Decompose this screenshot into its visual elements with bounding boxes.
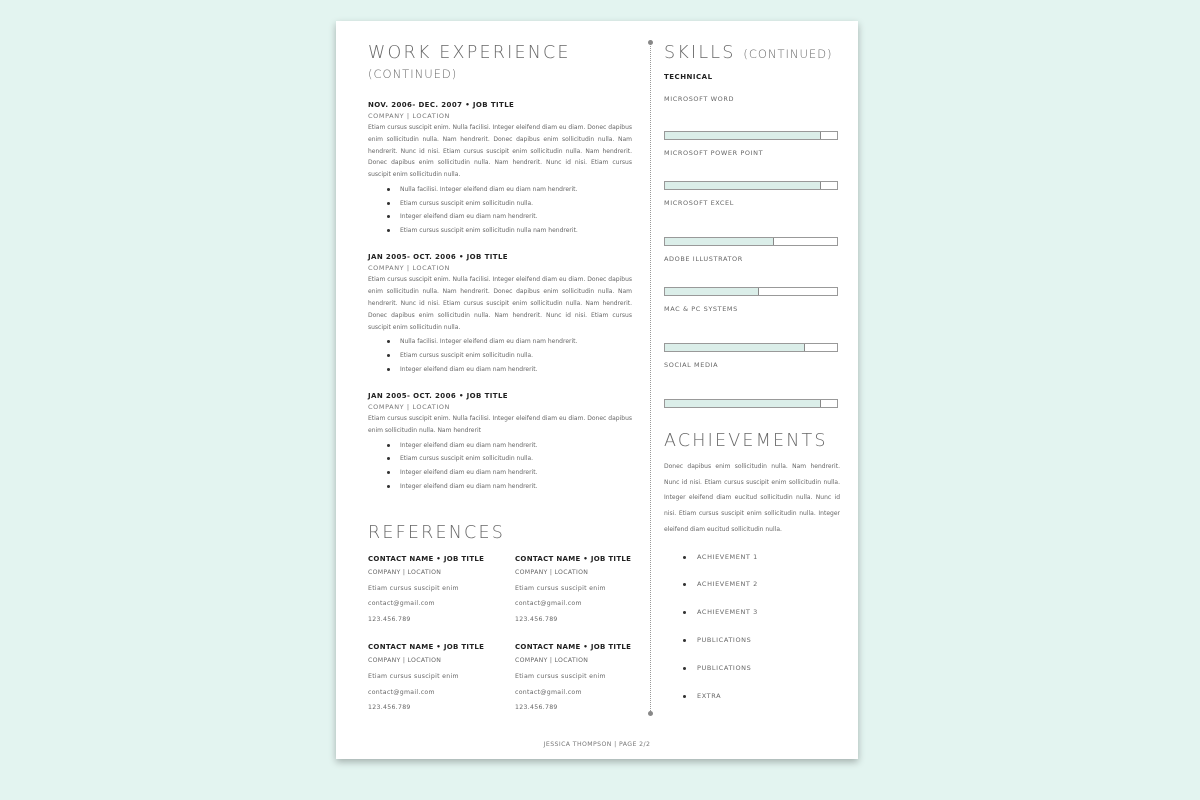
reference-name: CONTACT NAME • JOB TITLE	[515, 555, 632, 564]
job-description: Etiam cursus suscipit enim. Nulla facilisi. Integer eleifend diam eu diam. Donec dapibus enim sollicitudin nulla. Nam hendrerit. Donec dapibus enim sollicitudin nulla. Nam hendrerit. Nunc id nisi. Etiam cursus suscipit enim sollicitudin nulla. Nam hendrerit. Donec dapibus enim sollicitudin nulla. Nam hendrerit. Nunc id nisi. Etiam cursus suscipit enim sollicitudin nulla.	[368, 124, 632, 179]
achievement-item: PUBLICATIONS	[697, 627, 840, 655]
job-entry	[368, 101, 632, 237]
reference-company: COMPANY | LOCATION	[515, 657, 589, 665]
achievement-item: ACHIEVEMENT 1	[697, 544, 840, 572]
reference-phone: 123.456.789	[515, 704, 558, 712]
job-bullets	[368, 335, 632, 376]
skill-bar-fill	[665, 132, 821, 139]
skill-bar-fill	[665, 182, 821, 189]
reference-email: contact@gmail.com	[515, 600, 582, 608]
divider-dot-bottom	[648, 711, 653, 716]
job-entry	[368, 392, 632, 493]
job-entry	[368, 253, 632, 376]
skill-bar	[664, 237, 838, 246]
divider-dot-top	[648, 40, 653, 45]
achievements-text: Donec dapibus enim sollicitudin nulla. Nam hendrerit. Nunc id nisi. Etiam cursus suscipit enim sollicitudin nulla. Integer eleifend diam eucitud sollicitudin nulla. Nunc id nisi. Etiam cursus suscipit enim sollicitudin nulla. Integer eleifend diam eucitud sollicitudin nulla.	[664, 463, 840, 533]
skill-bar	[664, 131, 838, 140]
skill-name: MAC & PC SYSTEMS	[664, 305, 738, 313]
skill-name: ADOBE ILLUSTRATOR	[664, 255, 743, 263]
job-bullet: Etiam cursus suscipit enim sollicitudin nulla nam hendrerit.	[400, 224, 632, 238]
job-description: Etiam cursus suscipit enim. Nulla facilisi. Integer eleifend diam eu diam. Donec dapibus enim sollicitudin nulla. Nam hendrerit. Donec dapibus enim sollicitudin nulla. Nam hendrerit. Nunc id nisi. Etiam cursus suscipit enim sollicitudin nulla. Nam hendrerit. Donec dapibus enim sollicitudin nulla. Nam hendrerit. Nunc id nisi. Etiam cursus suscipit enim sollicitudin nulla.	[368, 276, 632, 331]
skill-bar	[664, 287, 838, 296]
job-title: JAN 2005- OCT. 2006 • JOB TITLE	[368, 253, 508, 262]
skills-list	[664, 95, 840, 417]
skill-name: SOCIAL MEDIA	[664, 361, 719, 369]
reference-name: CONTACT NAME • JOB TITLE	[368, 643, 485, 652]
reference-phone: 123.456.789	[515, 615, 558, 623]
reference-email: contact@gmail.com	[368, 600, 435, 608]
job-company: COMPANY | LOCATION	[368, 112, 451, 120]
reference-note: Etiam cursus suscipit enim	[368, 584, 459, 592]
job-bullets	[368, 183, 632, 237]
reference-email: contact@gmail.com	[515, 688, 582, 696]
reference-name: CONTACT NAME • JOB TITLE	[368, 555, 485, 564]
skill-name: MICROSOFT POWER POINT	[664, 149, 764, 157]
right-column	[664, 43, 840, 710]
job-bullet: Nulla facilisi. Integer eleifend diam eu diam nam hendrerit.	[400, 183, 632, 197]
skill-item	[664, 255, 840, 305]
skill-item	[664, 361, 840, 417]
reference-company: COMPANY | LOCATION	[368, 657, 442, 665]
reference-email: contact@gmail.com	[368, 688, 435, 696]
skills-heading	[664, 43, 840, 63]
skills-title: SKILLS	[664, 43, 736, 63]
reference-name: CONTACT NAME • JOB TITLE	[515, 643, 632, 652]
reference-phone: 123.456.789	[368, 615, 411, 623]
achievement-item: ACHIEVEMENT 2	[697, 571, 840, 599]
skill-bar	[664, 181, 838, 190]
job-bullet: Integer eleifend diam eu diam nam hendrerit.	[400, 480, 632, 494]
skill-bar-fill	[665, 288, 759, 295]
skill-bar-fill	[665, 238, 774, 245]
job-company: COMPANY | LOCATION	[368, 403, 451, 412]
reference-note: Etiam cursus suscipit enim	[515, 673, 606, 681]
job-bullet: Integer eleifend diam eu diam nam hendrerit.	[400, 363, 632, 377]
work-experience-title: WORK EXPERIENCE	[368, 43, 571, 63]
skill-item	[664, 305, 840, 361]
job-company: COMPANY | LOCATION	[368, 264, 451, 273]
achievements-heading: ACHIEVEMENTS	[664, 431, 828, 451]
skills-subtitle: TECHNICAL	[664, 73, 713, 81]
skill-item	[664, 95, 840, 149]
reference-card	[368, 553, 515, 627]
achievement-item: EXTRA	[697, 683, 840, 711]
job-bullet: Etiam cursus suscipit enim sollicitudin nulla.	[400, 452, 632, 466]
column-divider	[650, 42, 651, 713]
achievement-item: ACHIEVEMENT 3	[697, 599, 840, 627]
job-bullets	[368, 439, 632, 493]
reference-card	[515, 641, 633, 715]
job-bullet: Integer eleifend diam eu diam nam hendrerit.	[400, 466, 632, 480]
reference-phone: 123.456.789	[368, 704, 411, 712]
job-bullet: Etiam cursus suscipit enim sollicitudin nulla.	[400, 197, 632, 211]
skill-item	[664, 149, 840, 199]
job-bullet: Integer eleifend diam eu diam nam hendrerit.	[400, 439, 632, 453]
skill-name: MICROSOFT EXCEL	[664, 199, 734, 207]
reference-card	[368, 641, 515, 715]
achievements-list	[664, 544, 840, 711]
job-bullet: Nulla facilisi. Integer eleifend diam eu diam nam hendrerit.	[400, 335, 632, 349]
reference-company: COMPANY | LOCATION	[515, 569, 589, 577]
job-title: NOV. 2006- DEC. 2007 • JOB TITLE	[368, 101, 515, 109]
resume-page	[336, 21, 858, 759]
skill-bar-fill	[665, 344, 805, 351]
skill-item	[664, 199, 840, 255]
reference-note: Etiam cursus suscipit enim	[368, 673, 459, 681]
job-bullet: Etiam cursus suscipit enim sollicitudin nulla.	[400, 349, 632, 363]
skill-bar-fill	[665, 400, 821, 407]
job-description: Etiam cursus suscipit enim. Nulla facilisi. Integer eleifend diam eu diam. Donec dapibus enim sollicitudin nulla. Nam hendrerit	[368, 415, 632, 434]
references-grid	[368, 553, 632, 716]
reference-note: Etiam cursus suscipit enim	[515, 584, 606, 592]
work-experience-continued: (CONTINUED)	[368, 67, 458, 81]
page-footer: JESSICA THOMPSON | PAGE 2/2	[543, 741, 651, 748]
skills-continued: (CONTINUED)	[743, 47, 833, 61]
skill-bar	[664, 343, 838, 352]
reference-card	[515, 553, 633, 627]
job-title: JAN 2005- OCT. 2006 • JOB TITLE	[368, 392, 508, 401]
skill-bar	[664, 399, 838, 408]
work-experience-heading	[368, 43, 632, 83]
job-bullet: Integer eleifend diam eu diam nam hendrerit.	[400, 210, 632, 224]
achievement-item: PUBLICATIONS	[697, 655, 840, 683]
references-heading: REFERENCES	[368, 523, 506, 544]
reference-company: COMPANY | LOCATION	[368, 569, 442, 577]
left-column	[368, 43, 632, 716]
skill-name: MICROSOFT WORD	[664, 95, 735, 103]
